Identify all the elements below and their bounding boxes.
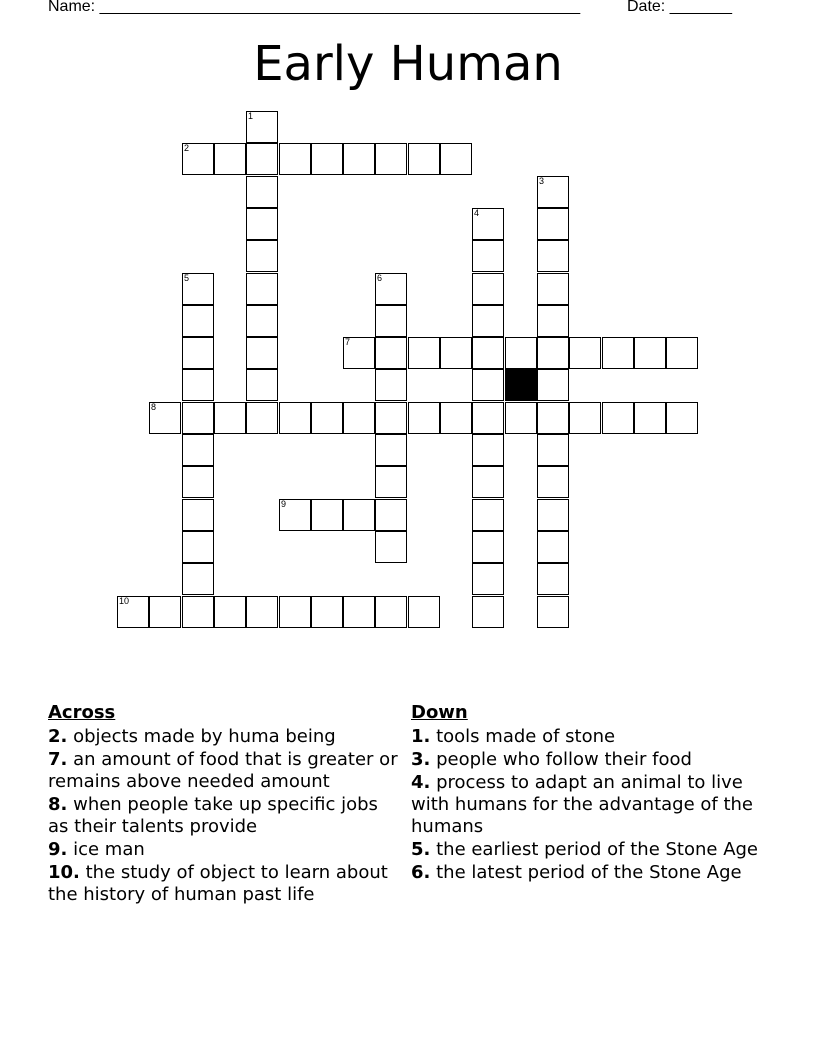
grid-cell[interactable] (472, 273, 504, 305)
grid-cell[interactable] (440, 337, 472, 369)
grid-cell[interactable] (279, 499, 311, 531)
grid-cell[interactable] (537, 402, 569, 434)
grid-cell[interactable] (246, 337, 278, 369)
grid-cell[interactable] (246, 273, 278, 305)
grid-cell[interactable] (311, 402, 343, 434)
grid-cell[interactable] (375, 143, 407, 175)
clue-number: 8. (48, 794, 68, 815)
clue-number: 9. (48, 839, 68, 860)
cell-number: 4 (474, 208, 480, 218)
grid-cell[interactable] (343, 596, 375, 628)
grid-cell[interactable] (375, 369, 407, 401)
across-clue-list (48, 726, 403, 906)
down-clue (411, 839, 771, 861)
down-clue (411, 862, 771, 884)
grid-cell[interactable] (246, 176, 278, 208)
puzzle-title: Early Human (253, 36, 563, 92)
grid-cell[interactable] (537, 337, 569, 369)
grid-cell[interactable] (537, 305, 569, 337)
grid-cell[interactable] (214, 402, 246, 434)
name-blank[interactable]: ______________________________________________________ (99, 0, 581, 15)
grid-cell[interactable] (472, 208, 504, 240)
grid-cell[interactable] (375, 499, 407, 531)
clue-text: process to adapt an animal to live with humans for the advantage of the humans (411, 772, 753, 837)
cell-number: 2 (184, 143, 190, 153)
clue-number: 4. (411, 772, 431, 793)
grid-cell[interactable] (246, 208, 278, 240)
grid-cell[interactable] (375, 466, 407, 498)
cell-number: 1 (248, 111, 254, 121)
clue-number: 2. (48, 726, 68, 747)
grid-cell[interactable] (602, 402, 634, 434)
down-clues (411, 702, 771, 885)
clue-text: people who follow their food (430, 749, 692, 770)
grid-cell[interactable] (343, 337, 375, 369)
grid-cell[interactable] (214, 143, 246, 175)
down-clue (411, 772, 771, 838)
grid-cell[interactable] (472, 240, 504, 272)
cell-number: 6 (377, 273, 383, 283)
grid-cell[interactable] (149, 402, 181, 434)
grid-cell[interactable] (537, 499, 569, 531)
grid-cell[interactable] (117, 596, 149, 628)
clue-text: the study of object to learn about the history of human past life (48, 862, 388, 905)
across-clue (48, 726, 403, 748)
grid-cell[interactable] (505, 337, 537, 369)
clue-number: 5. (411, 839, 431, 860)
across-clue (48, 862, 403, 906)
grid-cell[interactable] (537, 240, 569, 272)
grid-cell[interactable] (666, 402, 698, 434)
date-label: Date: (627, 0, 666, 15)
clue-text: when people take up specific jobs as their talents provide (48, 794, 378, 837)
cell-number: 7 (345, 337, 351, 347)
clue-number: 6. (411, 862, 431, 883)
grid-cell[interactable] (537, 176, 569, 208)
down-clue-list (411, 726, 771, 884)
down-heading: Down (411, 702, 468, 723)
grid-cell[interactable] (246, 596, 278, 628)
grid-cell[interactable] (440, 402, 472, 434)
grid-cell[interactable] (375, 434, 407, 466)
grid-cell[interactable] (537, 369, 569, 401)
grid-cell[interactable] (246, 402, 278, 434)
grid-cell[interactable] (182, 305, 214, 337)
grid-cell[interactable] (666, 337, 698, 369)
grid-cell[interactable] (311, 596, 343, 628)
grid-cell[interactable] (472, 596, 504, 628)
grid-cell[interactable] (472, 466, 504, 498)
grid-cell[interactable] (537, 466, 569, 498)
grid-cell[interactable] (182, 563, 214, 595)
grid-cell[interactable] (343, 402, 375, 434)
grid-cell[interactable] (408, 402, 440, 434)
name-label: Name: (48, 0, 96, 15)
cell-number: 9 (281, 499, 287, 509)
grid-cell[interactable] (182, 337, 214, 369)
clue-number: 3. (411, 749, 431, 770)
grid-cell[interactable] (408, 337, 440, 369)
grid-cell[interactable] (505, 402, 537, 434)
grid-cell[interactable] (569, 337, 601, 369)
grid-cell[interactable] (343, 499, 375, 531)
grid-cell[interactable] (472, 563, 504, 595)
clue-number: 1. (411, 726, 431, 747)
grid-cell[interactable] (246, 111, 278, 143)
grid-cell[interactable] (279, 402, 311, 434)
grid-cell[interactable] (472, 531, 504, 563)
grid-cell[interactable] (182, 531, 214, 563)
cell-number: 8 (151, 402, 157, 412)
across-clue (48, 794, 403, 838)
grid-cell[interactable] (182, 143, 214, 175)
grid-cell[interactable] (537, 273, 569, 305)
clue-number: 10. (48, 862, 80, 883)
cell-number: 5 (184, 273, 190, 283)
clue-text: ice man (67, 839, 145, 860)
grid-cell[interactable] (472, 305, 504, 337)
clue-text: objects made by huma being (67, 726, 336, 747)
grid-cell[interactable] (472, 499, 504, 531)
grid-cell[interactable] (408, 143, 440, 175)
grid-cell[interactable] (375, 305, 407, 337)
grid-cell[interactable] (182, 596, 214, 628)
grid-cell[interactable] (246, 305, 278, 337)
grid-cell[interactable] (472, 434, 504, 466)
clue-text: an amount of food that is greater or remains above needed amount (48, 749, 398, 792)
grid-cell[interactable] (375, 402, 407, 434)
grid-cell[interactable] (182, 402, 214, 434)
grid-cell[interactable] (182, 369, 214, 401)
clue-text: the latest period of the Stone Age (430, 862, 742, 883)
grid-cell[interactable] (537, 434, 569, 466)
across-clue (48, 839, 403, 861)
grid-cell[interactable] (375, 596, 407, 628)
grid-cell[interactable] (537, 531, 569, 563)
cell-number: 10 (119, 596, 130, 606)
across-heading: Across (48, 702, 116, 723)
grid-cell[interactable] (537, 596, 569, 628)
down-clue (411, 726, 771, 748)
grid-cell[interactable] (182, 273, 214, 305)
grid-cell[interactable] (569, 402, 601, 434)
date-blank[interactable]: _______ (669, 0, 732, 15)
across-clue (48, 749, 403, 793)
grid-cell[interactable] (343, 143, 375, 175)
grid-cell[interactable] (311, 499, 343, 531)
clue-number: 7. (48, 749, 68, 770)
across-clues (48, 702, 403, 907)
down-clue (411, 749, 771, 771)
clue-text: tools made of stone (430, 726, 616, 747)
grid-cell[interactable] (472, 369, 504, 401)
grid-cell[interactable] (182, 499, 214, 531)
grid-cell[interactable] (279, 596, 311, 628)
grid-cell[interactable] (375, 531, 407, 563)
clue-text: the earliest period of the Stone Age (430, 839, 759, 860)
grid-cell[interactable] (214, 596, 246, 628)
cell-number: 3 (539, 176, 545, 186)
grid-cell[interactable] (182, 434, 214, 466)
grid-cell[interactable] (149, 596, 181, 628)
black-cell (505, 369, 537, 401)
grid-cell[interactable] (472, 402, 504, 434)
grid-cell[interactable] (537, 208, 569, 240)
grid-cell[interactable] (602, 337, 634, 369)
grid-cell[interactable] (537, 563, 569, 595)
grid-cell[interactable] (311, 143, 343, 175)
grid-cell[interactable] (182, 466, 214, 498)
grid-cell[interactable] (375, 273, 407, 305)
grid-cell[interactable] (472, 337, 504, 369)
grid-cell[interactable] (279, 143, 311, 175)
grid-cell[interactable] (375, 337, 407, 369)
grid-cell[interactable] (634, 337, 666, 369)
grid-cell[interactable] (634, 402, 666, 434)
grid-cell[interactable] (246, 369, 278, 401)
grid-cell[interactable] (408, 596, 440, 628)
grid-cell[interactable] (246, 240, 278, 272)
grid-cell[interactable] (246, 143, 278, 175)
grid-cell[interactable] (440, 143, 472, 175)
